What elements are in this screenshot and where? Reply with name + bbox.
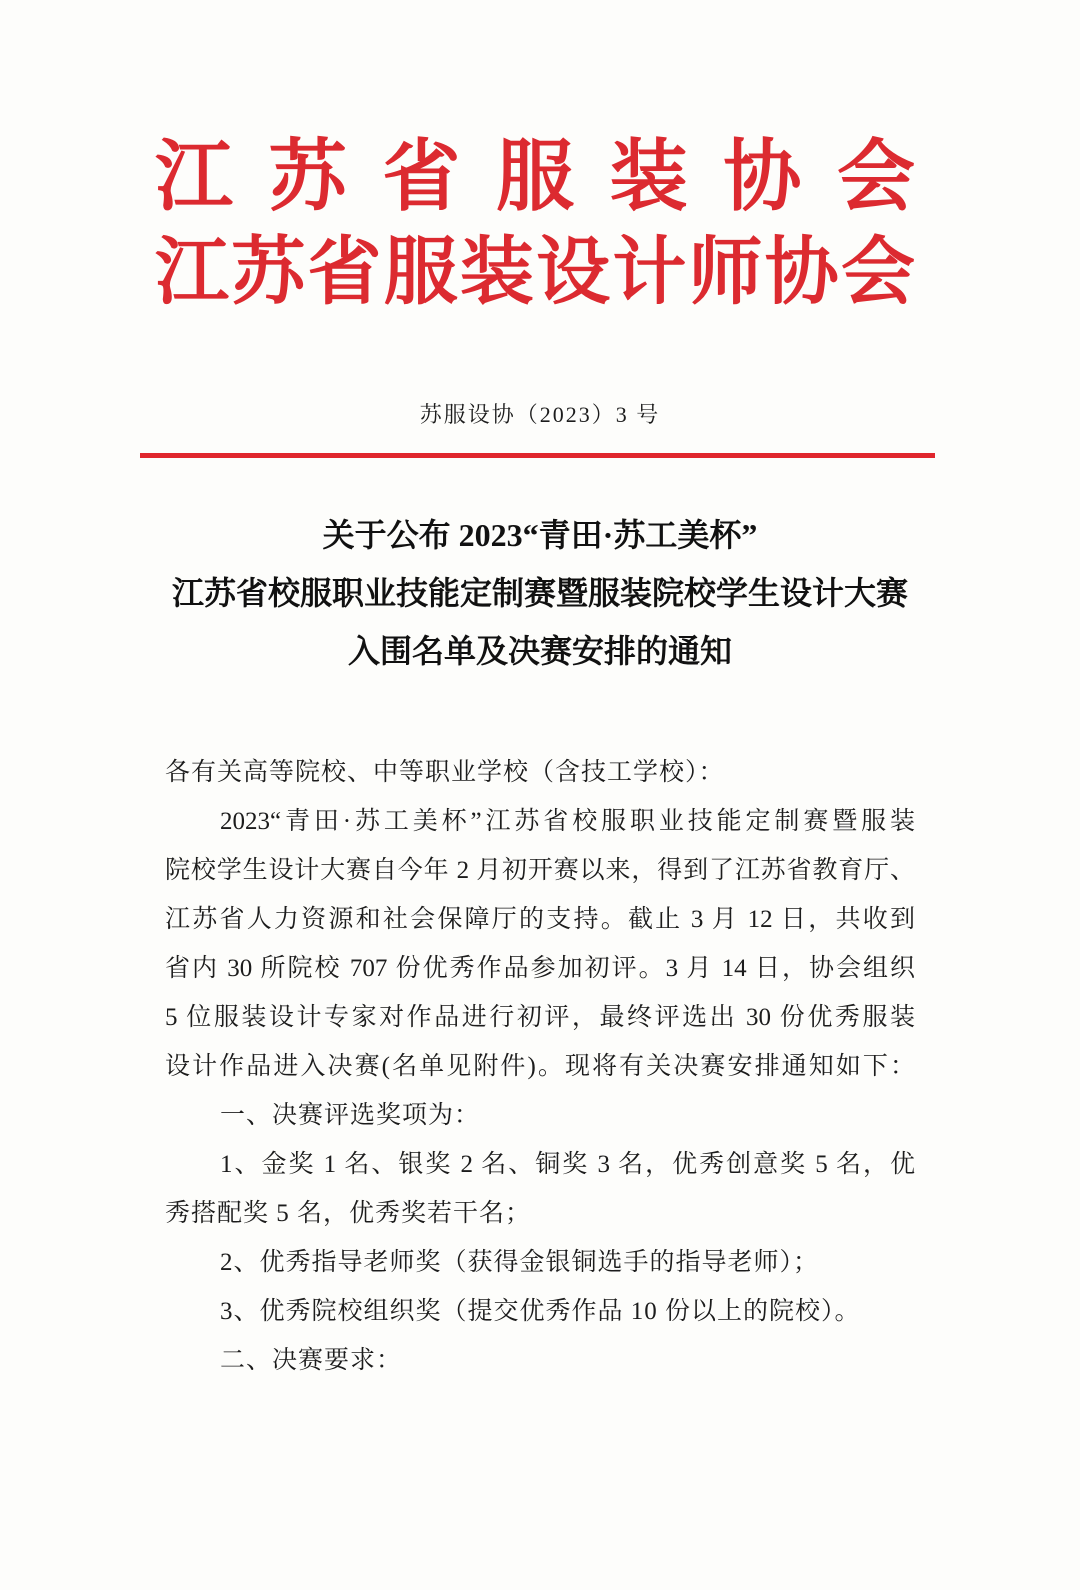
paragraph-line: 省内 30 所院校 707 份优秀作品参加初评。3 月 14 日，协会组织 xyxy=(165,955,915,982)
paragraph-line: 2023“青田·苏工美杯”江苏省校服职业技能定制赛暨服装 xyxy=(220,808,915,835)
notice-body xyxy=(165,748,915,1385)
red-divider-rule xyxy=(140,453,935,458)
org-name-line-1: 江苏省服装协会 xyxy=(155,131,915,222)
title-line-1: 关于公布 2023“青田·苏工美杯” xyxy=(322,517,758,553)
paragraph-line: 院校学生设计大赛自今年 2 月初开赛以来，得到了江苏省教育厅、 xyxy=(165,857,915,884)
salutation: 各有关高等院校、中等职业学校（含技工学校）： xyxy=(165,759,725,786)
award-item-3: 3、优秀院校组织奖（提交优秀作品 10 份以上的院校）。 xyxy=(220,1298,861,1325)
award-item-1 xyxy=(165,1140,915,1238)
paragraph-line: 1、金奖 1 名、银奖 2 名、铜奖 3 名，优秀创意奖 5 名，优 xyxy=(220,1151,915,1178)
paragraph-line: 江苏省人力资源和社会保障厅的支持。截止 3 月 12 日，共收到 xyxy=(165,906,915,933)
title-line-2: 江苏省校服职业技能定制赛暨服装院校学生设计大赛 xyxy=(171,575,908,611)
section-1-heading: 一、决赛评选奖项为： xyxy=(220,1102,481,1129)
paragraph-line: 秀搭配奖 5 名，优秀奖若干名； xyxy=(165,1200,532,1227)
section-2-heading: 二、决赛要求： xyxy=(220,1347,403,1374)
title-line-3: 入围名单及决赛安排的通知 xyxy=(347,633,732,669)
paragraph-line: 5 位服装设计专家对作品进行初评，最终评选出 30 份优秀服装 xyxy=(165,1004,915,1031)
intro-paragraph xyxy=(165,797,915,1091)
paragraph-line: 设计作品进入决赛(名单见附件)。现将有关决赛安排通知如下： xyxy=(165,1053,915,1080)
award-item-2: 2、优秀指导老师奖（获得金银铜选手的指导老师）； xyxy=(220,1249,820,1276)
document-number: 苏服设协（2023）3 号 xyxy=(419,402,661,427)
notice-title xyxy=(140,506,940,680)
org-name-line-2: 江苏省服装设计师协会 xyxy=(155,229,915,315)
